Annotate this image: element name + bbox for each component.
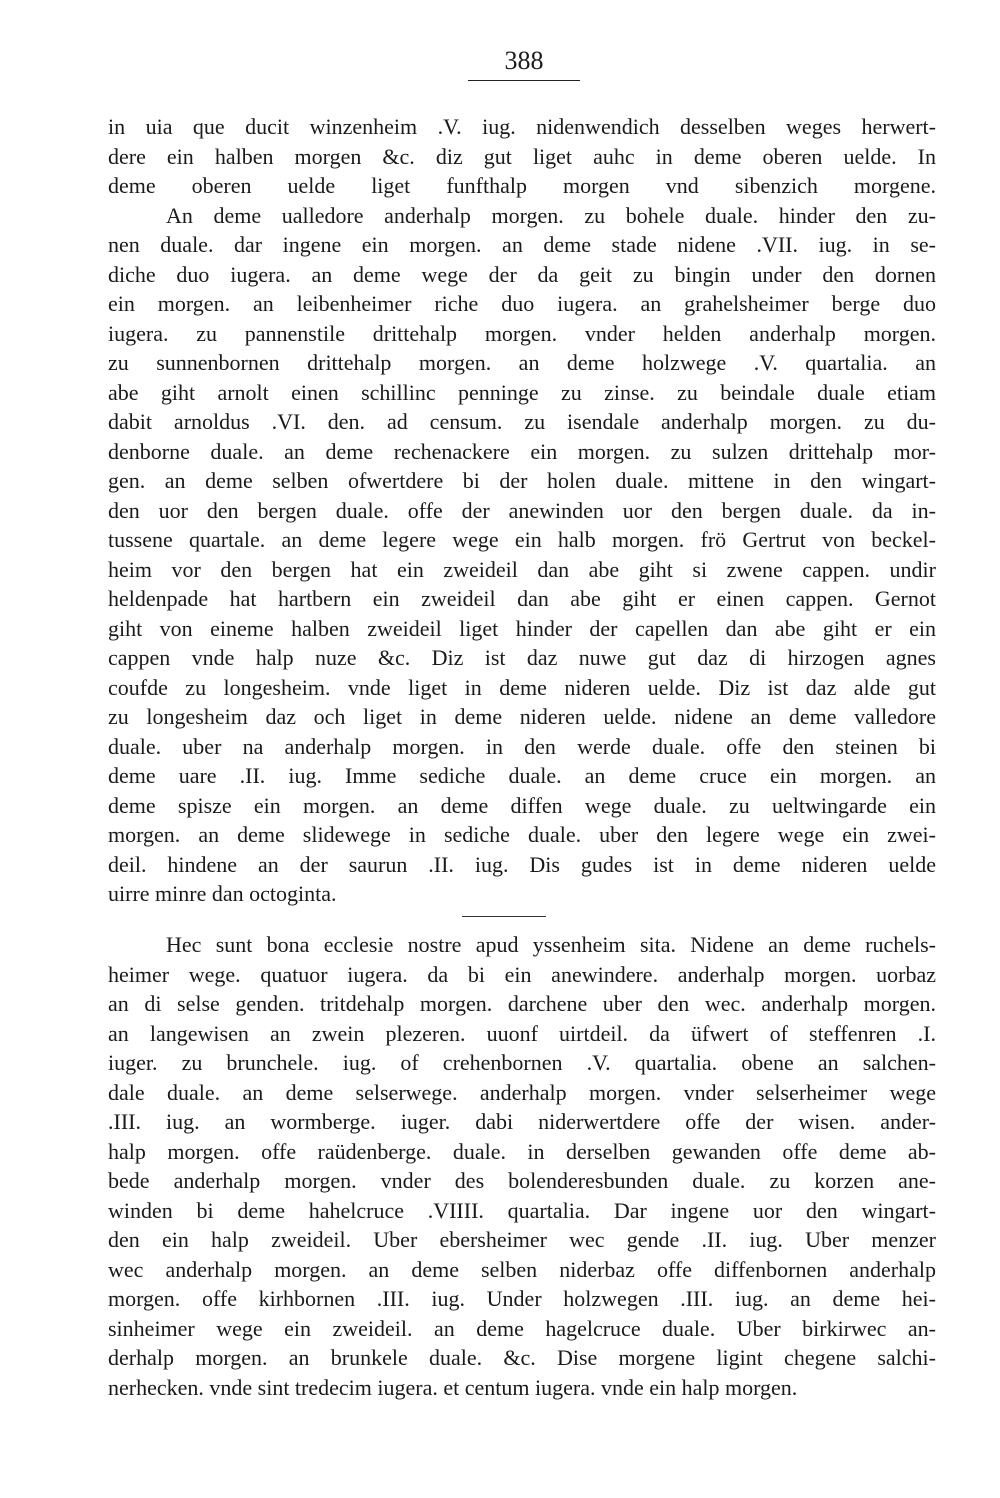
text-line: den ein halp zweideil. Uber ebersheimer wec gende .II. iug. Uber menzer — [108, 1227, 936, 1252]
text-line: den uor den bergen duale. offe der anewinden uor den bergen duale. da in- — [108, 497, 936, 523]
text-line: duale. uber na anderhalp morgen. in den werde duale. offe den steinen bi — [108, 733, 936, 759]
text-line: nen duale. dar ingene ein morgen. an deme stade nidene .VII. iug. in se- — [108, 232, 936, 257]
text-line: morgen. an deme slidewege in sediche duale. uber den legere wege ein zwei- — [108, 822, 936, 847]
text-line: sinheimer wege ein zweideil. an deme hagelcruce duale. Uber birkirwec an- — [108, 1315, 936, 1341]
text-line: halp morgen. offe raüdenberge. duale. in derselben gewanden offe deme ab- — [108, 1138, 936, 1164]
text-line: zu sunnenbornen drittehalp morgen. an deme holzwege .V. quartalia. an — [108, 350, 936, 375]
text-line: heldenpade hat hartbern ein zweideil dan abe giht er einen cappen. Gernot — [108, 586, 936, 611]
text-line: diche duo iugera. an deme wege der da geit zu bingin under den dornen — [108, 261, 936, 287]
text-line: deme spisze ein morgen. an deme diffen wege duale. zu ueltwingarde ein — [108, 792, 936, 818]
text-block-1 — [108, 112, 936, 909]
text-line: dere ein halben morgen &c. diz gut liget auhc in deme oberen uelde. In — [108, 143, 936, 169]
text-line: an langewisen an zwein plezeren. uuonf uirtdeil. da üfwert of steffenren .I. — [108, 1020, 936, 1046]
text-line: heim vor den bergen hat ein zweideil dan abe giht si zwene cappen. undir — [108, 556, 936, 582]
text-line: tussene quartale. an deme legere wege ein halb morgen. frö Gertrut von beckel- — [108, 527, 936, 552]
text-line: denborne duale. an deme rechenackere ein morgen. zu sulzen drittehalp mor- — [108, 438, 936, 464]
text-line: derhalp morgen. an brunkele duale. &c. Dise morgene ligint chegene salchi- — [108, 1345, 936, 1370]
text-line: wec anderhalp morgen. an deme selben niderbaz offe diffenbornen anderhalp — [108, 1256, 936, 1282]
page-number: 388 — [468, 44, 580, 81]
text-line: dale duale. an deme selserwege. anderhalp morgen. vnder selserheimer wege — [108, 1079, 936, 1105]
text-line: deme oberen uelde liget funfthalp morgen vnd sibenzich morgene. — [108, 173, 936, 198]
text-line: gen. an deme selben ofwertdere bi der holen duale. mittene in den wingart- — [108, 468, 936, 493]
text-line: dabit arnoldus .VI. den. ad censum. zu isendale anderhalp morgen. zu du- — [108, 409, 936, 434]
text-line: abe giht arnolt einen schillinc penninge zu zinse. zu beindale duale etiam — [108, 379, 936, 405]
text-line: bede anderhalp morgen. vnder des bolenderesbunden duale. zu korzen ane- — [108, 1168, 936, 1193]
text-line: deil. hindene an der saurun .II. iug. Dis gudes ist in deme nideren uelde — [108, 851, 936, 877]
text-line: nerhecken. vnde sint tredecim iugera. et centum iugera. vnde ein halp morgen. — [108, 1374, 798, 1400]
text-line: ein morgen. an leibenheimer riche duo iugera. an grahelsheimer berge duo — [108, 291, 936, 316]
text-line: Hec sunt bona ecclesie nostre apud yssenheim sita. Nidene an deme ruchels- — [166, 932, 936, 957]
text-line: .III. iug. an wormberge. iuger. dabi niderwertdere offe der wisen. ander- — [108, 1109, 936, 1134]
text-block-2 — [108, 930, 936, 1402]
text-line: deme uare .II. iug. Imme sediche duale. an deme cruce ein morgen. an — [108, 763, 936, 788]
text-line: winden bi deme hahelcruce .VIIII. quartalia. Dar ingene uor den wingart- — [108, 1197, 936, 1223]
text-line: morgen. offe kirhbornen .III. iug. Under holzwegen .III. iug. an deme hei- — [108, 1286, 936, 1311]
text-line: zu longesheim daz och liget in deme nideren uelde. nidene an deme valledore — [108, 704, 936, 729]
text-line: giht von eineme halben zweideil liget hinder der capellen dan abe giht er ein — [108, 615, 936, 641]
text-line: coufde zu longesheim. vnde liget in deme nideren uelde. Diz ist daz alde gut — [108, 674, 936, 700]
text-line: iuger. zu brunchele. iug. of crehenbornen .V. quartalia. obene an salchen- — [108, 1050, 936, 1075]
text-line: uirre minre dan octoginta. — [108, 881, 337, 906]
text-line: iugera. zu pannenstile drittehalp morgen. vnder helden anderhalp morgen. — [108, 320, 936, 346]
section-divider — [462, 916, 546, 917]
text-line: an di selse genden. tritdehalp morgen. darchene uber den wec. anderhalp morgen. — [108, 991, 936, 1016]
text-line: in uia que ducit winzenheim .V. iug. nidenwendich desselben weges herwert- — [108, 114, 936, 139]
text-line: An deme ualledore anderhalp morgen. zu bohele duale. hinder den zu- — [166, 202, 936, 228]
text-line: heimer wege. quatuor iugera. da bi ein anewindere. anderhalp morgen. uorbaz — [108, 961, 936, 987]
text-line: cappen vnde halp nuze &c. Diz ist daz nuwe gut daz di hirzogen agnes — [108, 645, 936, 670]
